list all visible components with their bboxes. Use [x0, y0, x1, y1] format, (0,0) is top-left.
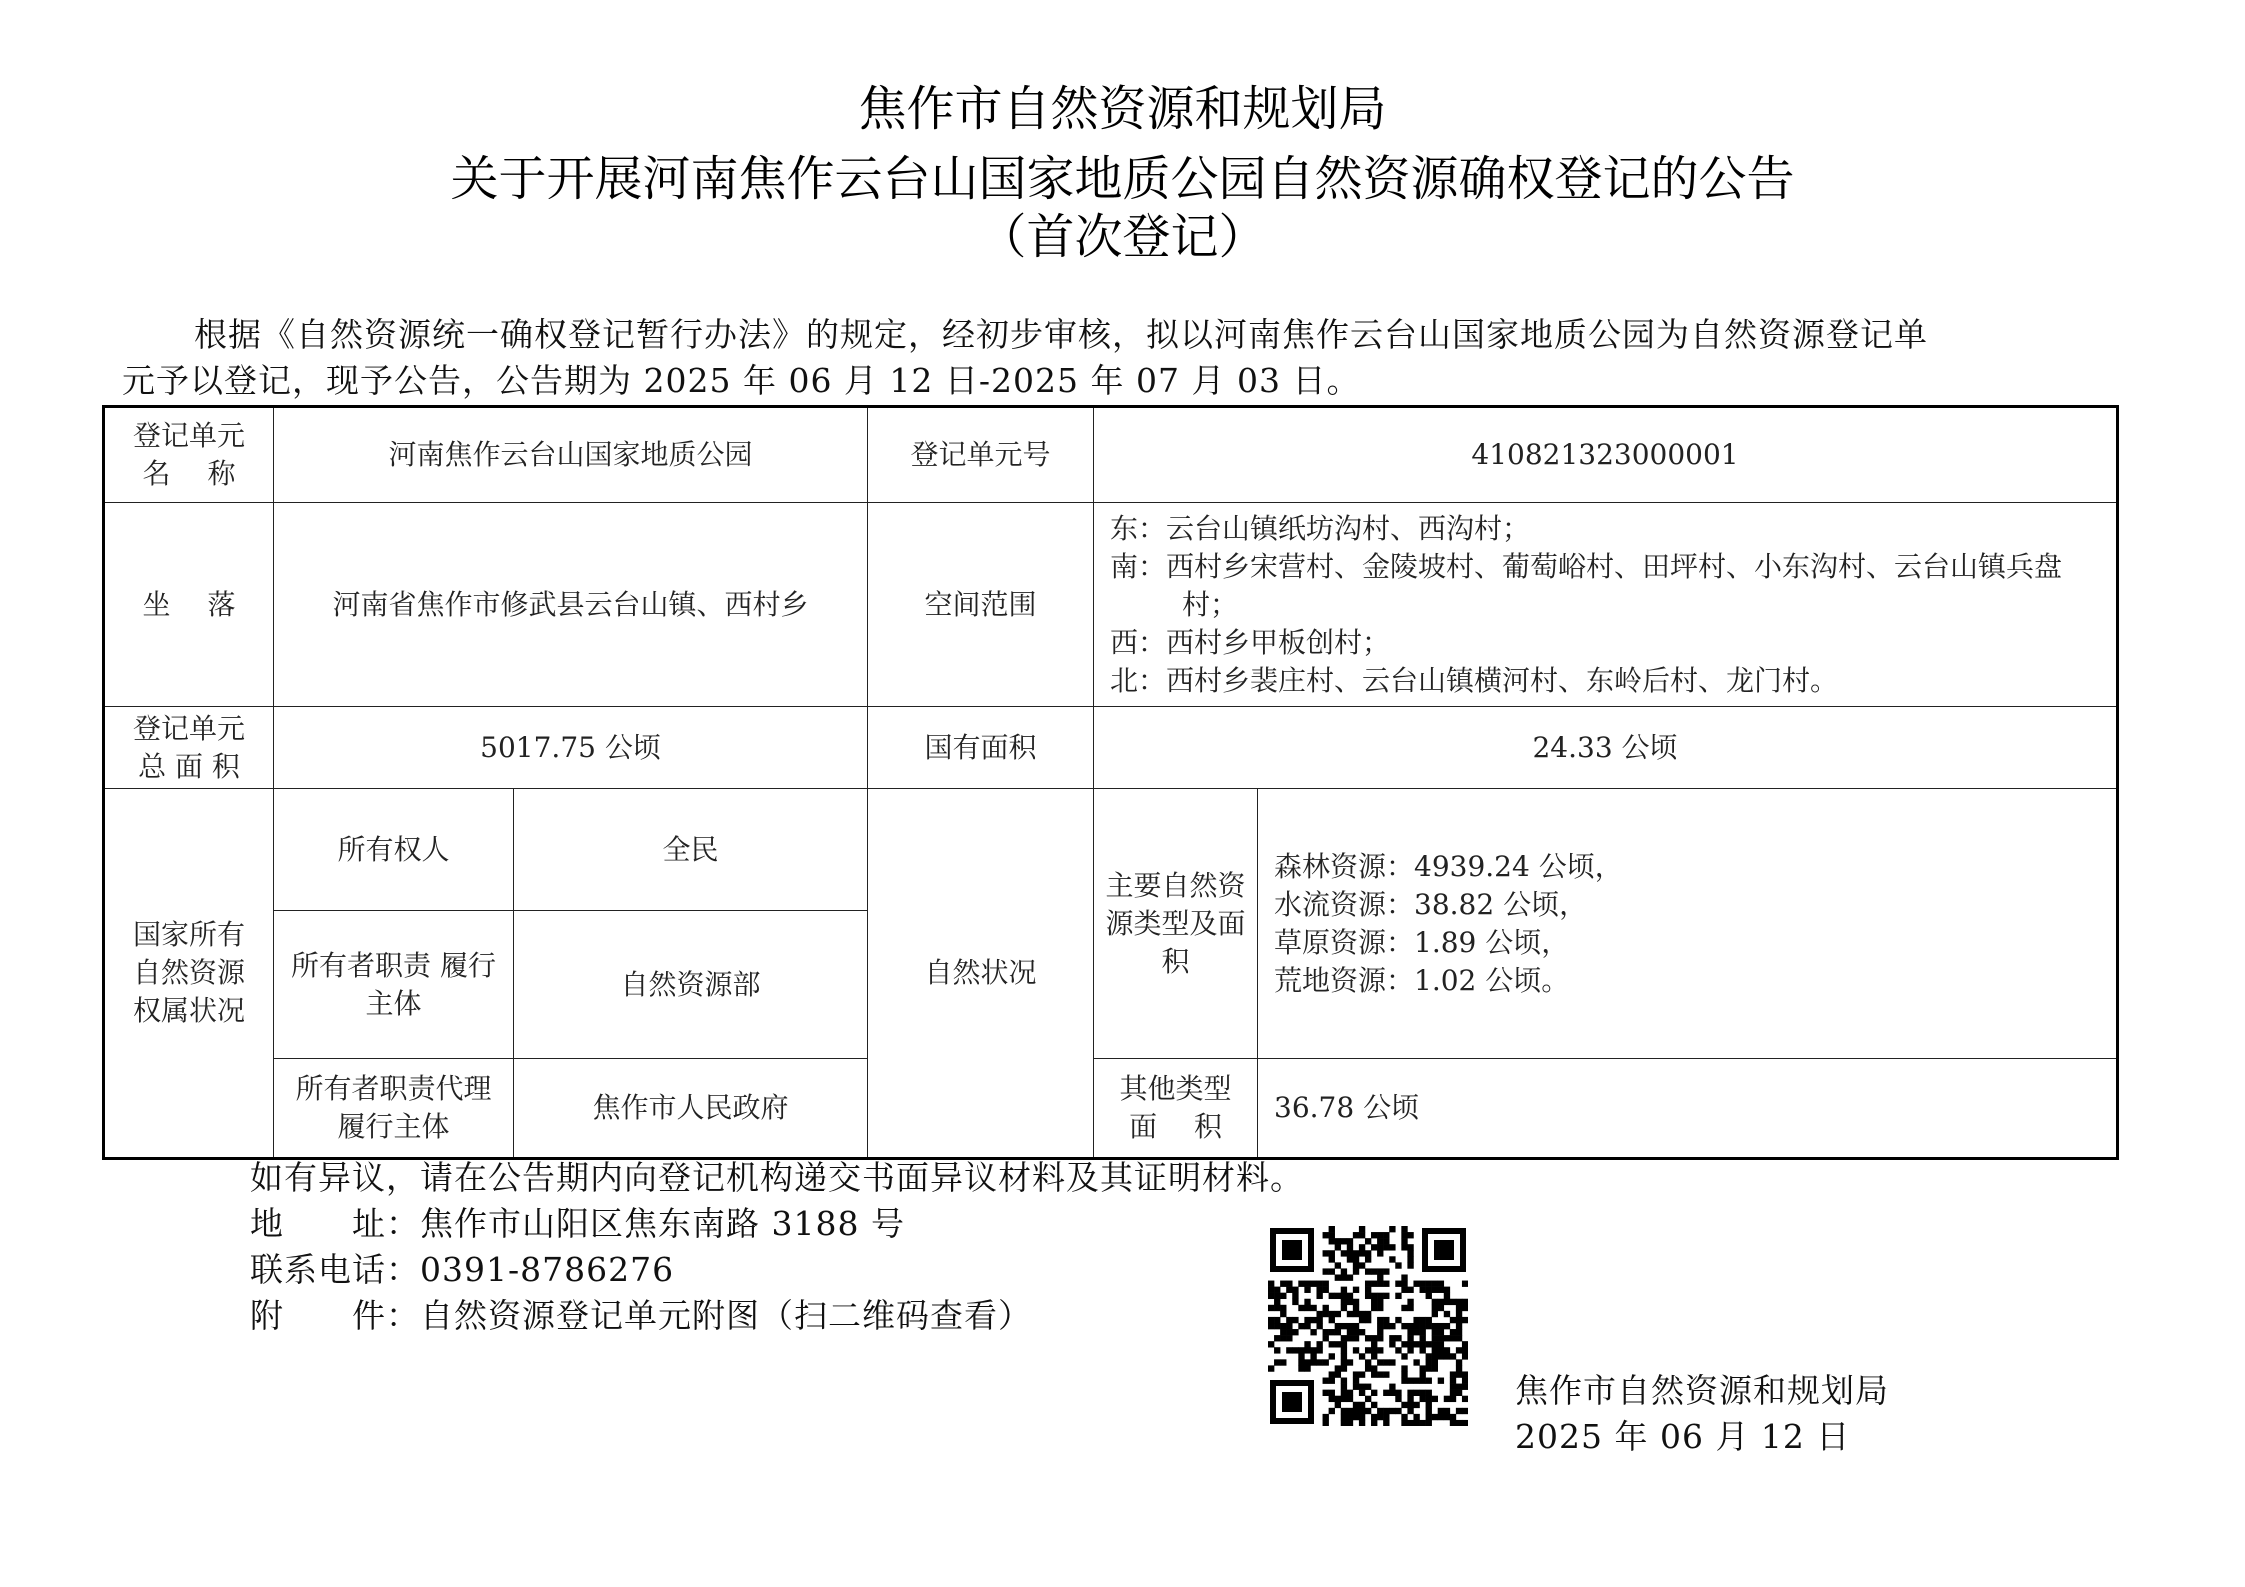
owner-value: 全民 [514, 789, 868, 911]
spatial-label: 空间范围 [868, 503, 1094, 707]
location-label: 坐 落 [104, 503, 274, 707]
other-type-label: 其他类型 面 积 [1094, 1059, 1258, 1159]
unit-name-value: 河南焦作云台山国家地质公园 [274, 407, 868, 503]
attachment-line [250, 1293, 1304, 1339]
owner-label: 所有权人 [274, 789, 514, 911]
state-area-value: 24.33 公顷 [1094, 707, 2118, 789]
signature-org: 焦作市自然资源和规划局 [1515, 1371, 1889, 1410]
notice-subtitle: 关于开展河南焦作云台山国家地质公园自然资源确权登记的公告 [450, 151, 1795, 207]
spatial-north: 北：西村乡裴庄村、云台山镇横河村、东岭后村、龙门村。 [1110, 663, 1839, 697]
other-type-value: 36.78 公顷 [1258, 1059, 2118, 1159]
table-row [104, 503, 2118, 707]
table-row [104, 407, 2118, 503]
ownership-label: 国家所有 自然资源 权属状况 [104, 789, 274, 1159]
table-row [104, 707, 2118, 789]
notice-title: 焦作市自然资源和规划局 [858, 81, 1387, 137]
total-area-label: 登记单元 总 面 积 [104, 707, 274, 789]
phone-value: 0391-8786276 [420, 1250, 675, 1289]
signature-date: 2025 年 06 月 12 日 [1515, 1417, 1851, 1456]
table-row [104, 789, 2118, 911]
spatial-west: 西：西村乡甲板创村； [1110, 625, 1391, 659]
list-item: 草原资源：1.89 公顷， [1274, 925, 1570, 959]
address-value: 焦作市山阳区焦东南路 3188 号 [420, 1204, 905, 1243]
nature-label: 自然状况 [868, 789, 1094, 1159]
table-row [104, 1059, 2118, 1159]
main-resources [1258, 789, 2118, 1059]
qr-code-icon[interactable] [1268, 1226, 1468, 1426]
spatial-south: 南：西村乡宋营村、金陵坡村、葡萄峪村、田坪村、小东沟村、云台山镇兵盘村； [1110, 549, 2063, 621]
objection-note: 如有异议，请在公告期内向登记机构递交书面异议材料及其证明材料。 [250, 1158, 1304, 1197]
duty-value: 自然资源部 [514, 911, 868, 1059]
address-label: 地 址： [250, 1204, 420, 1243]
intro-line-2: 元予以登记，现予公告，公告期为 2025 年 06 月 12 日-2025 年 07 月 03 日。 [122, 361, 1361, 400]
signature-block [1515, 1368, 1889, 1460]
spatial-range [1094, 503, 2118, 707]
unit-no-value: 410821323000001 [1094, 407, 2118, 503]
duty-label: 所有者职责 履行主体 [274, 911, 514, 1059]
notice-subtitle-note: （首次登记） [978, 209, 1267, 265]
list-item: 水流资源：38.82 公顷， [1274, 887, 1588, 921]
notes-section [250, 1155, 1304, 1339]
state-area-label: 国有面积 [868, 707, 1094, 789]
proxy-label: 所有者职责代理履行主体 [274, 1059, 514, 1159]
list-item: 森林资源：4939.24 公顷， [1274, 849, 1623, 883]
intro-line-1: 根据《自然资源统一确权登记暂行办法》的规定，经初步审核，拟以河南焦作云台山国家地质公园为自然资源登记单 [194, 315, 1928, 354]
attachment-label: 附 件： [250, 1296, 420, 1335]
phone-label: 联系电话： [250, 1250, 420, 1289]
list-item: 荒地资源：1.02 公顷。 [1274, 963, 1570, 997]
location-value: 河南省焦作市修武县云台山镇、西村乡 [274, 503, 868, 707]
total-area-value: 5017.75 公顷 [274, 707, 868, 789]
proxy-value: 焦作市人民政府 [514, 1059, 868, 1159]
address-line [250, 1201, 1304, 1247]
attachment-value: 自然资源登记单元附图（扫二维码查看） [420, 1296, 1032, 1335]
intro-paragraph [122, 312, 2132, 404]
unit-name-label: 登记单元 名 称 [104, 407, 274, 503]
spatial-east: 东：云台山镇纸坊沟村、西沟村； [1110, 511, 1531, 545]
unit-no-label: 登记单元号 [868, 407, 1094, 503]
phone-line [250, 1247, 1304, 1293]
registration-table [102, 405, 2119, 1160]
main-type-label: 主要自然资源类型及面积 [1094, 789, 1258, 1059]
